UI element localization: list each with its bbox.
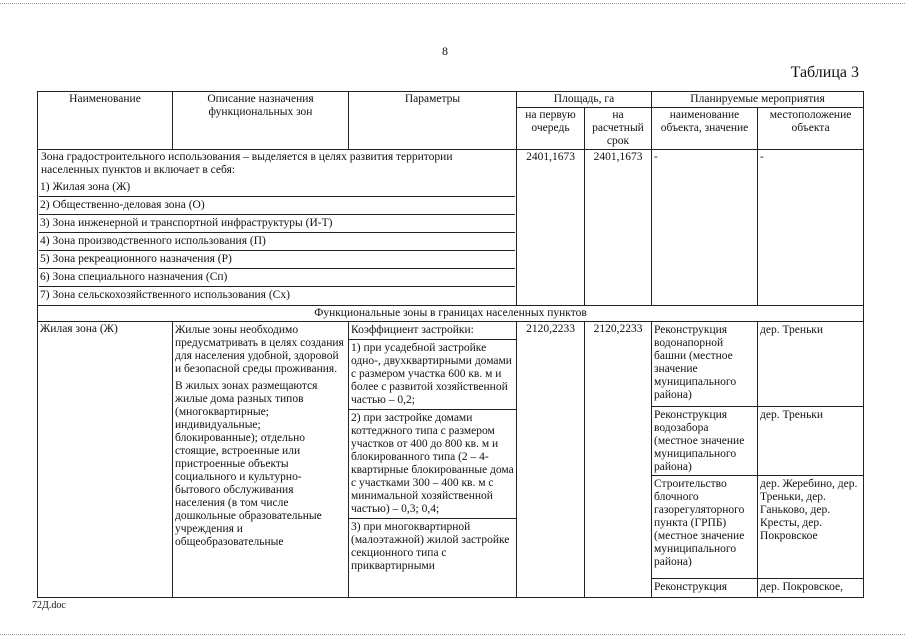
zone-block-planned-location: - — [758, 150, 864, 306]
parameter-item: 2) при застройке домами коттеджного типа с размером участков от 400 до 800 кв. м и блокированного типа (2 – 4-квартирные блокированные дома с участками 300 – 400 кв. м с минимальной хозяйственной частью) – 0,3; 0,4; — [349, 409, 516, 518]
zone-item: 5) Зона рекреационного назначения (Р) — [39, 251, 515, 269]
table-title: Таблица 3 — [790, 64, 859, 81]
zone-item: 4) Зона производственного использования (П) — [39, 233, 515, 251]
header-name: Наименование — [38, 92, 173, 150]
residential-area-first: 2120,2233 — [517, 322, 585, 598]
measure-object: Реконструкция водозабора (местное значение муниципального района) — [652, 406, 757, 475]
zone-item: 3) Зона инженерной и транспортной инфраструктуры (И-Т) — [39, 215, 515, 233]
parameter-item: 1) при усадебной застройке одно-, двухквартирными домами с размером участка 600 кв. м и более с развитой хозяйственной частью – 0,2; — [349, 339, 516, 409]
parameter-heading: Коэффициент застройки: — [351, 324, 474, 336]
zone-item: 7) Зона сельскохозяйственного использования (Сх) — [40, 289, 290, 301]
description-paragraph: Жилые зоны необходимо предусматривать в целях создания для населения удобной, здоровой и безопасной среды проживания. — [175, 324, 344, 375]
header-planned: Планируемые мероприятия — [652, 92, 864, 108]
footer-filename: 72Д.doc — [32, 600, 66, 611]
section-row — [38, 306, 864, 322]
scan-border-bottom — [0, 634, 905, 635]
zone-item: 6) Зона специального назначения (Сп) — [39, 269, 515, 287]
section-title: Функциональные зоны в границах населенных пунктов — [38, 306, 864, 322]
header-planned-location: местоположение объекта — [758, 108, 864, 150]
measure-object: Реконструкция — [652, 578, 757, 596]
zone-item: 1) Жилая зона (Ж) — [39, 179, 515, 197]
header-planned-object: наименование объекта, значение — [652, 108, 758, 150]
zone-block-cell — [38, 150, 517, 306]
residential-row — [38, 322, 864, 598]
measure-object: Реконструкция водонапорной башни (местное значение муниципального района) — [654, 324, 737, 401]
measure-location: дер. Покровское, — [758, 578, 863, 596]
header-parameters: Параметры — [349, 92, 517, 150]
header-area-total: на расчетный срок — [585, 108, 652, 150]
measure-object: Строительство блочного газорегуляторного пункта (ГРПБ) (местное значение муниципального района) — [652, 475, 757, 578]
residential-area-total: 2120,2233 — [585, 322, 652, 598]
scan-border-top — [0, 3, 905, 4]
measure-location: дер. Треньки — [760, 324, 824, 336]
description-paragraph: В жилых зонах размещаются жилые дома разных типов (многоквартирные; индивидуальные; блокированные); отдельно стоящие, встроенные или пристроенные объекты социального и культурно-бытового обслуживания населения (в том числе дошкольные образовательные учреждения и общеобразовательные — [175, 380, 322, 548]
measure-location: дер. Треньки — [758, 406, 863, 475]
header-description: Описание назначения функциональных зон — [173, 92, 349, 150]
measure-location: дер. Жеребино, дер. Треньки, дер. Ганьково, дер. Кресты, дер. Покровское — [758, 475, 863, 578]
residential-description — [173, 322, 349, 598]
residential-name: Жилая зона (Ж) — [38, 322, 173, 598]
zone-block-row — [38, 150, 864, 306]
zone-block-intro: Зона градостроительного использования – выделяется в целях развития территории населенных пунктов и включает в себя: — [41, 151, 453, 176]
zone-block-planned-object: - — [652, 150, 758, 306]
header-row — [38, 92, 864, 108]
residential-measures — [652, 322, 758, 598]
zone-item: 2) Общественно-деловая зона (О) — [39, 197, 515, 215]
residential-locations — [758, 322, 864, 598]
zone-block-area-first: 2401,1673 — [517, 150, 585, 306]
zone-block-area-total: 2401,1673 — [585, 150, 652, 306]
residential-parameters — [349, 322, 517, 598]
header-area: Площадь, га — [517, 92, 652, 108]
header-area-first: на первую очередь — [517, 108, 585, 150]
zones-table — [37, 91, 864, 598]
parameter-item: 3) при многоквартирной (малоэтажной) жилой застройке секционного типа с приквартирными — [349, 518, 516, 575]
page-number: 8 — [442, 44, 448, 58]
